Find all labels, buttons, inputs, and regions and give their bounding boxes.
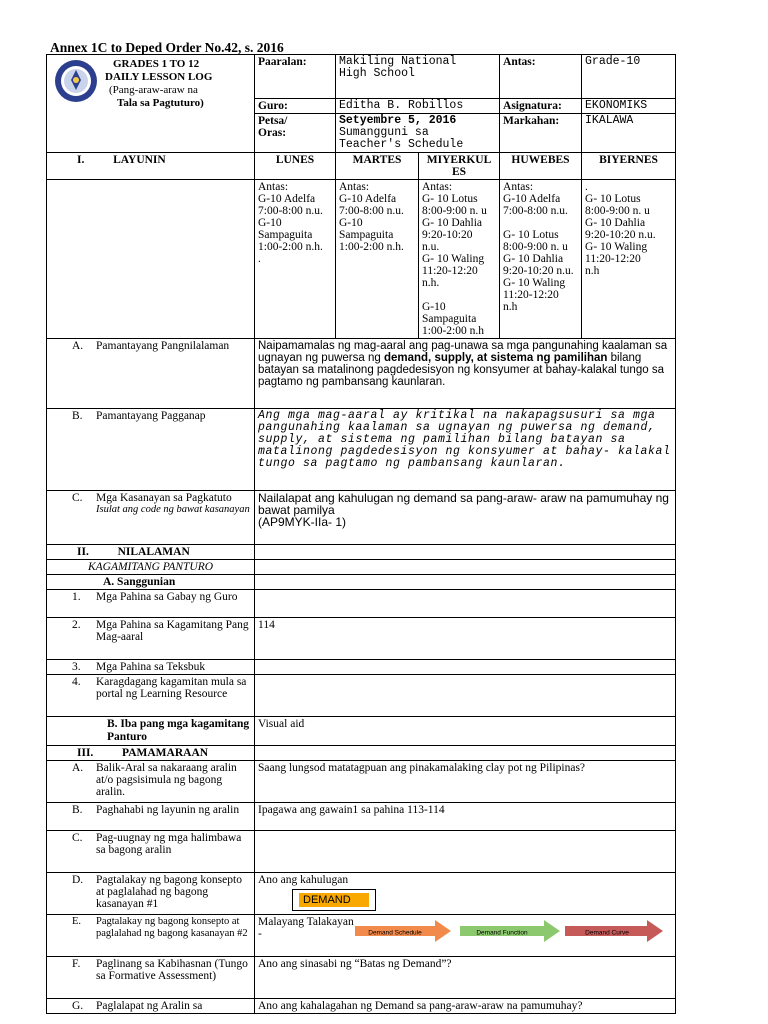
arrow-demand-schedule: [355, 920, 451, 942]
demand-label-box: [292, 889, 376, 911]
nilalaman-header: II. NILALAMAN: [47, 545, 255, 560]
pamantayang-pangnilalaman-value: [255, 339, 676, 409]
sanggunian-header: A. Sanggunian: [47, 575, 255, 590]
label-number: 1.: [72, 591, 81, 603]
label-text: Pamantayang Pagganap: [96, 410, 206, 422]
paglinang-value: Ano ang sinasabi ng “Batas ng Demand”?: [255, 957, 676, 999]
pe-text: Malayang Talakayan: [258, 916, 354, 928]
markahan-label: Markahan:: [500, 114, 582, 153]
pamantayang-pagganap-value: Ang mga mag-aaral ay kritikal na nakapagsusuri sa mga pangunahing kaalaman sa ugnayan ng puwersa ng demand, supply, at sistema ng pamilihan bilang batayan sa matalinong pagdedesisyon ng konsyumer at bahay- kalakal tungo sa pagtamo ng pambansang kaunlaran.: [255, 409, 676, 491]
schedule-line: Antas:: [339, 181, 370, 193]
schedule-line: n.h.: [422, 277, 440, 289]
petsa-line2: Sumangguni sa: [339, 126, 429, 139]
schedule-line: n.h: [503, 301, 518, 313]
a-text-part1: Naipamamalas ng mag-aaral ang pag-unawa sa mga pangunahing kaalaman sa ugnayan ng puwersa ng: [258, 340, 668, 364]
sanggunian-value: [255, 575, 676, 590]
schedule-empty: [47, 180, 255, 339]
a-text-part2: bilang batayan sa matalinong pagdedesisyon ng konsyumer at bahay-kalakal tungo sa pagtamo ng pambansang kaunlaran.: [258, 352, 664, 388]
kagamitang-mag-aaral-value: 114: [255, 618, 676, 660]
pagtalakay-2-value: [255, 915, 676, 957]
schedule-line: n.h: [585, 265, 600, 277]
petsa-date: Setyembre 5, 2016: [339, 114, 457, 127]
arrow2-label: Demand Function: [476, 929, 528, 937]
schedule-line: G- 10 Waling: [422, 253, 485, 265]
petsa-label: [255, 114, 336, 153]
label-text: Pag-uugnay ng mga halimbawa sa bagong aralin: [96, 832, 242, 856]
title-line2: DAILY LESSON LOG: [105, 71, 213, 83]
day-huwebes: HUWEBES: [500, 153, 582, 180]
label-number: B.: [72, 410, 83, 422]
schedule-line: 7:00-8:00 n.u.: [258, 205, 323, 217]
layunin-header: I. LAYUNIN: [47, 153, 255, 180]
annex-header: Annex 1C to Deped Order No.42, s. 2016: [50, 40, 284, 55]
kagamitang-panturo-header: KAGAMITANG PANTURO: [47, 560, 255, 575]
schedule-martes: [336, 180, 419, 339]
schedule-line: 1:00-2:00 n.h.: [258, 241, 323, 253]
c-text: Nailalapat ang kahulugan ng demand sa pang-araw- araw na pamumuhay ng bawat pamilya: [258, 491, 669, 517]
schedule-line: .: [585, 181, 588, 193]
arrow-demand-function: [460, 920, 560, 942]
label-number: A.: [72, 340, 84, 352]
mga-kasanayan-label: [47, 491, 255, 545]
pamantayang-pangnilalaman-label: [47, 339, 255, 409]
label-number: G.: [72, 1000, 84, 1012]
row-paghahabi: [47, 803, 255, 831]
pagtalakay-1-value: [255, 873, 676, 915]
schedule-line: G- 10 Dahlia: [422, 217, 483, 229]
petsa-label-line1: Petsa/: [258, 115, 288, 127]
iba-pang-kagamitan-label: B. Iba pang mga kagamitang Panturo: [47, 717, 255, 746]
antas-value: Grade-10: [582, 55, 676, 99]
schedule-line: G- 10 Dahlia: [503, 253, 564, 265]
schedule-line: Sampaguita: [258, 229, 313, 241]
label-number: B.: [72, 804, 83, 816]
row-balik-aral: [47, 761, 255, 803]
pd-question: Ano ang kahulugan: [258, 874, 349, 886]
row-kagamitang-mag-aaral: [47, 618, 255, 660]
teksbuk-value: [255, 660, 676, 675]
label-text: Karagdagang kagamitan mula sa portal ng Learning Resource: [96, 676, 247, 700]
petsa-label-line2: Oras:: [258, 127, 287, 139]
schedule-line: 9:20-10:20 n.u.: [503, 265, 574, 277]
schedule-line: G-10: [422, 301, 446, 313]
paaralan-line2: High School: [339, 67, 415, 80]
asignatura-label: Asignatura:: [500, 99, 582, 114]
title-line1: GRADES 1 TO 12: [113, 58, 200, 70]
day-biyernes: BIYERNES: [582, 153, 676, 180]
schedule-line: G-10 Adelfa: [339, 193, 397, 205]
concept-arrows: [355, 918, 676, 944]
schedule-line: G- 10 Lotus: [503, 229, 559, 241]
label-text: Balik-Aral sa nakaraang aralin at/o pagsisimula ng bagong aralin.: [96, 762, 237, 798]
markahan-value: IKALAWA: [582, 114, 676, 153]
schedule-line: G- 10 Dahlia: [585, 217, 646, 229]
demand-label: DEMAND: [299, 893, 369, 907]
label-subtext: Isulat ang code ng bawat kasanayan: [96, 504, 250, 515]
row-teksbuk: [47, 660, 255, 675]
schedule-miyerkules: [419, 180, 500, 339]
schedule-huwebes: [500, 180, 582, 339]
nilalaman-value: [255, 545, 676, 560]
day-lunes: LUNES: [255, 153, 336, 180]
pag-uugnay-value: [255, 831, 676, 873]
schedule-line: Antas:: [422, 181, 453, 193]
schedule-line: G- 10 Lotus: [585, 193, 641, 205]
pamamaraan-header: III. PAMAMARAAN: [47, 746, 255, 761]
asignatura-value: EKONOMIKS: [582, 99, 676, 114]
antas-label: Antas:: [500, 55, 582, 99]
title-line3: (Pang-araw-araw na: [109, 84, 198, 96]
label-text: Pagtalakay ng bagong konsepto at paglalahad ng bagong kasanayan #2: [96, 916, 248, 939]
schedule-lunes: [255, 180, 336, 339]
schedule-line: 7:00-8:00 n.u.: [503, 205, 568, 217]
schedule-line: G-10: [258, 217, 282, 229]
schedule-line: G-10 Adelfa: [503, 193, 561, 205]
label-text: Pamantayang Pangnilalaman: [96, 340, 230, 352]
schedule-line: G- 10 Waling: [503, 277, 566, 289]
schedule-line: G- 10 Lotus: [422, 193, 478, 205]
row-paglalapat: [47, 999, 255, 1014]
schedule-biyernes: [582, 180, 676, 339]
row-pagtalakay-1: [47, 873, 255, 915]
label-number: E.: [72, 916, 82, 927]
row-pag-uugnay: [47, 831, 255, 873]
schedule-line: 9:20-10:20: [422, 229, 473, 241]
arrow3-label: Demand Curve: [585, 929, 629, 937]
schedule-line: 7:00-8:00 n.u.: [339, 205, 404, 217]
label-text: Mga Kasanayan sa Pagkatuto: [96, 492, 232, 504]
petsa-line3: Teacher's Schedule: [339, 138, 464, 151]
paghahabi-value: Ipagawa ang gawain1 sa pahina 113-114: [255, 803, 676, 831]
label-number: 2.: [72, 619, 81, 631]
paaralan-line1: Makiling National: [339, 55, 457, 68]
paglalapat-value: Ano ang kahalagahan ng Demand sa pang-araw-araw na pamumuhay?: [255, 999, 676, 1014]
label-number: 3.: [72, 661, 81, 673]
mga-kasanayan-value: [255, 491, 676, 545]
label-number: F.: [72, 958, 81, 970]
petsa-value: [336, 114, 500, 153]
schedule-line: Sampaguita: [422, 313, 477, 325]
gabay-guro-value: [255, 590, 676, 618]
label-text: Paghahabi ng layunin ng aralin: [96, 804, 240, 816]
schedule-line: G-10 Adelfa: [258, 193, 316, 205]
title-block: [47, 55, 255, 153]
title-line4: Tala sa Pagtuturo): [117, 97, 204, 109]
schedule-line: [503, 217, 578, 229]
a-text-bold: demand, supply, at sistema ng pamilihan: [383, 352, 608, 364]
schedule-line: 11:20-12:20: [585, 253, 641, 265]
row-karagdagang-kagamitan: [47, 675, 255, 717]
schedule-line: Antas:: [503, 181, 534, 193]
arrow1-label: Demand Schedule: [368, 929, 422, 937]
label-text: Mga Pahina sa Gabay ng Guro: [96, 591, 238, 603]
deped-seal-icon: [53, 58, 99, 104]
iba-pang-kagamitan-value: Visual aid: [255, 717, 676, 746]
schedule-line: n.u.: [422, 241, 440, 253]
schedule-line: 1:00-2:00 n.h.: [339, 241, 404, 253]
schedule-line: G- 10 Waling: [585, 241, 648, 253]
daily-lesson-log-table: [46, 54, 676, 1014]
pamantayang-pagganap-label: [47, 409, 255, 491]
label-number: 4.: [72, 676, 81, 688]
kagamitang-panturo-value: [255, 560, 676, 575]
c-code: (AP9MYK-IIa- 1): [258, 515, 347, 529]
pamamaraan-value: [255, 746, 676, 761]
label-number: A.: [72, 762, 84, 774]
label-text: Mga Pahina sa Teksbuk: [96, 661, 206, 673]
schedule-line: Antas:: [258, 181, 289, 193]
schedule-line: 8:00-9:00 n. u: [585, 205, 650, 217]
day-miyerkules: MIYERKUL ES: [419, 153, 500, 180]
schedule-line: G-10: [339, 217, 363, 229]
row-paglinang: [47, 957, 255, 999]
schedule-line: 9:20-10:20 n.u.: [585, 229, 656, 241]
schedule-line: Sampaguita: [339, 229, 394, 241]
guro-value: Editha B. Robillos: [336, 99, 500, 114]
label-text: Paglinang sa Kabihasnan (Tungo sa Formative Assessment): [96, 958, 248, 982]
label-text: Mga Pahina sa Kagamitang Pang Mag-aaral: [96, 619, 249, 643]
label-number: C.: [72, 832, 83, 844]
row-gabay-guro: [47, 590, 255, 618]
karagdagang-kagamitan-value: [255, 675, 676, 717]
schedule-line: .: [258, 253, 261, 265]
label-text: Paglalapat ng Aralin sa: [96, 1000, 203, 1012]
pe-dash: -: [258, 928, 262, 940]
schedule-line: 11:20-12:20: [422, 265, 478, 277]
schedule-line: 1:00-2:00 n.h: [422, 325, 484, 337]
paaralan-value: [336, 55, 500, 99]
schedule-line: 8:00-9:00 n. u: [422, 205, 487, 217]
paaralan-label: Paaralan:: [255, 55, 336, 99]
schedule-line: 8:00-9:00 n. u: [503, 241, 568, 253]
schedule-line: 11:20-12:20: [503, 289, 559, 301]
arrow-demand-curve: [565, 920, 663, 942]
guro-label: Guro:: [255, 99, 336, 114]
schedule-line: [422, 289, 496, 301]
day-martes: MARTES: [336, 153, 419, 180]
label-number: C.: [72, 492, 83, 504]
row-pagtalakay-2: [47, 915, 255, 957]
label-number: D.: [72, 874, 84, 886]
label-text: Pagtalakay ng bagong konsepto at paglalahad ng bagong kasanayan #1: [96, 874, 242, 910]
balik-aral-value: Saang lungsod matatagpuan ang pinakamalaking clay pot ng Pilipinas?: [255, 761, 676, 803]
